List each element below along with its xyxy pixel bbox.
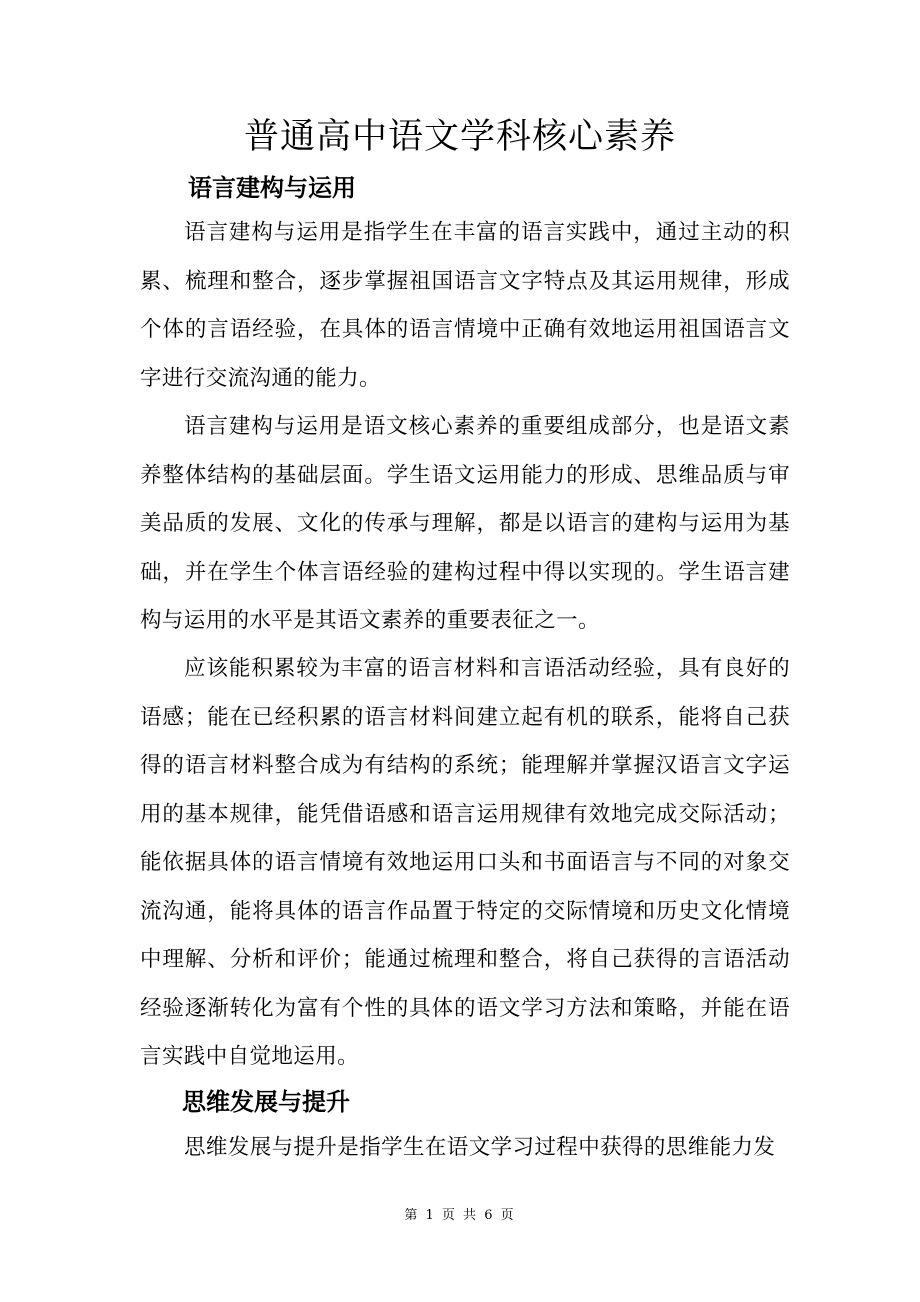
page-footer: 第 1 页 共 6 页: [404, 1208, 516, 1223]
paragraph-4: 思维发展与提升是指学生在语文学习过程中获得的思维能力发: [184, 1135, 776, 1160]
section-heading-thinking: 思维发展与提升: [182, 1088, 350, 1116]
paragraph-1: 语言建构与运用是指学生在丰富的语言实践中，通过主动的积累、梳理和整合，逐步掌握祖国语言文字特点及其运用规律，形成个体的言语经验，在具体的语言情境中正确有效地运用祖国语言文字进行交流沟通的能力。: [140, 220, 790, 391]
paragraph-3: 应该能积累较为丰富的语言材料和言语活动经验，具有良好的语感；能在已经积累的语言材料间建立起有机的联系，能将自己获得的语言材料整合成为有结构的系统；能理解并掌握汉语言文字运用的基本规律，能凭借语感和语言运用规律有效地完成交际活动；能依据具体的语言情境有效地运用口头和书面语言与不同的对象交流沟通，能将具体的语言作品置于特定的交际情境和历史文化情境中理解、分析和评价；能通过梳理和整合，将自己获得的言语活动经验逐渐转化为富有个性的具体的语文学习方法和策略，并能在语言实践中自觉地运用。: [140, 656, 790, 1069]
paragraph-2: 语言建构与运用是语文核心素养的重要组成部分，也是语文素养整体结构的基础层面。学生语文运用能力的形成、思维品质与审美品质的发展、文化的传承与理解，都是以语言的建构与运用为基础，并在学生个体言语经验的建构过程中得以实现的。学生语言建构与运用的水平是其语文素养的重要表征之一。: [140, 414, 790, 633]
page-title: 普通高中语文学科核心素养: [243, 117, 676, 157]
section-heading-language: 语言建构与运用: [188, 174, 356, 202]
